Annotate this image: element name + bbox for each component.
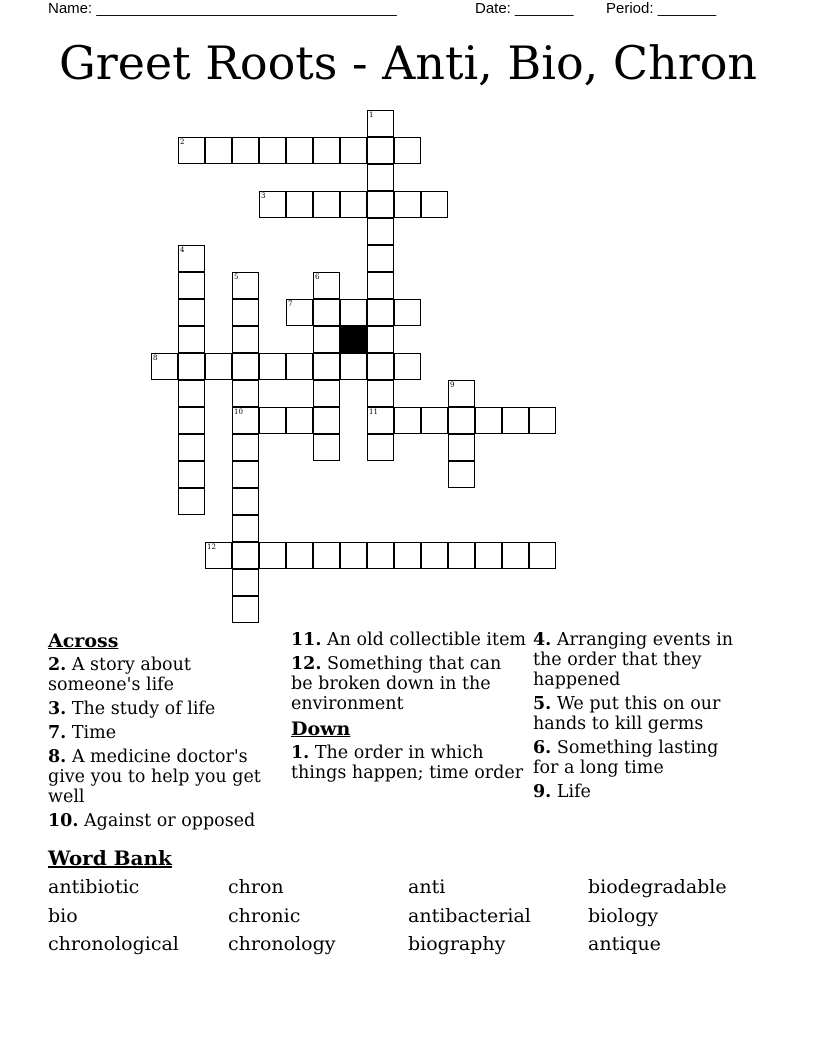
clue-number: 5.: [533, 694, 552, 714]
clue-down-9: [533, 782, 748, 802]
crossword-cell[interactable]: [313, 299, 340, 326]
clue-across-12: [291, 654, 527, 714]
clue-across-7: [48, 723, 278, 743]
page-title: Greet Roots - Anti, Bio, Chron: [58, 36, 758, 90]
clue-across-10: [48, 811, 278, 831]
crossword-cell[interactable]: [367, 299, 394, 326]
clue-number: 2.: [48, 655, 67, 675]
clue-down-5: [533, 694, 748, 734]
crossword-cell[interactable]: [340, 353, 367, 380]
clue-down-4: [533, 630, 748, 690]
crossword-cell[interactable]: [232, 353, 259, 380]
crossword-cell[interactable]: [367, 542, 394, 569]
clue-text: A story about someone's life: [48, 655, 191, 695]
crossword-cell[interactable]: [313, 380, 340, 407]
clue-number-label: 12: [207, 543, 216, 551]
clue-number-label: 8: [153, 354, 158, 362]
clue-number-label: 11: [369, 408, 378, 416]
crossword-cell[interactable]: [313, 407, 340, 434]
crossword-cell[interactable]: [259, 353, 286, 380]
word-bank-item: anti: [408, 876, 446, 898]
crossword-cell[interactable]: [340, 191, 367, 218]
clue-number-label: 5: [234, 273, 239, 281]
crossword-cell[interactable]: [286, 191, 313, 218]
clue-column-1: [48, 630, 278, 835]
crossword-cell[interactable]: [286, 542, 313, 569]
crossword-cell[interactable]: [313, 137, 340, 164]
clue-number: 10.: [48, 811, 79, 831]
crossword-cell[interactable]: [232, 407, 259, 434]
clue-number-label: 4: [180, 246, 185, 254]
word-bank-item: biography: [408, 933, 506, 955]
crossword-cell[interactable]: [367, 434, 394, 461]
crossword-cell[interactable]: [259, 137, 286, 164]
crossword-cell[interactable]: [502, 542, 529, 569]
crossword-cell[interactable]: [313, 542, 340, 569]
crossword-cell[interactable]: [502, 407, 529, 434]
clue-text: Time: [71, 723, 117, 743]
crossword-cell[interactable]: [340, 137, 367, 164]
clue-text: An old collectible item: [327, 630, 527, 650]
crossword-cell[interactable]: [367, 353, 394, 380]
clue-down-6: [533, 738, 748, 778]
clue-number: 6.: [533, 738, 552, 758]
word-bank: [48, 873, 768, 959]
period-field-label[interactable]: Period: _______: [606, 0, 717, 17]
clue-text: We put this on our hands to kill germs: [533, 694, 721, 734]
crossword-cell[interactable]: [286, 137, 313, 164]
crossword-cell[interactable]: [232, 461, 259, 488]
crossword-cell[interactable]: [367, 110, 394, 137]
crossword-cell[interactable]: [448, 380, 475, 407]
clue-number-label: 9: [450, 381, 455, 389]
crossword-cell[interactable]: [421, 407, 448, 434]
crossword-cell[interactable]: [367, 218, 394, 245]
crossword-cell[interactable]: [394, 353, 421, 380]
crossword-cell[interactable]: [178, 353, 205, 380]
crossword-cell[interactable]: [232, 515, 259, 542]
crossword-cell[interactable]: [367, 164, 394, 191]
clue-text: The order in which things happen; time order: [291, 743, 524, 783]
crossword-cell[interactable]: [367, 326, 394, 353]
crossword-cell[interactable]: [178, 137, 205, 164]
crossword-cell[interactable]: [232, 569, 259, 596]
clue-text: Life: [556, 782, 591, 802]
clue-number-label: 6: [315, 273, 320, 281]
clue-text: Something lasting for a long time: [533, 738, 719, 778]
crossword-cell[interactable]: [313, 434, 340, 461]
crossword-cell[interactable]: [421, 542, 448, 569]
crossword-cell[interactable]: [232, 137, 259, 164]
crossword-cell[interactable]: [232, 326, 259, 353]
crossword-cell[interactable]: [178, 299, 205, 326]
crossword-cell[interactable]: [232, 488, 259, 515]
crossword-cell[interactable]: [448, 542, 475, 569]
crossword-cell[interactable]: [178, 380, 205, 407]
word-bank-item: antibacterial: [408, 904, 531, 927]
crossword-cell[interactable]: [232, 542, 259, 569]
crossword-cell[interactable]: [448, 461, 475, 488]
across-heading: Across: [48, 630, 119, 652]
crossword-cell[interactable]: [178, 434, 205, 461]
name-field-label[interactable]: Name: ____________________________________: [48, 0, 397, 17]
crossword-cell[interactable]: [178, 488, 205, 515]
crossword-cell[interactable]: [259, 407, 286, 434]
crossword-cell[interactable]: [232, 299, 259, 326]
crossword-cell[interactable]: [475, 407, 502, 434]
crossword-cell[interactable]: [529, 407, 556, 434]
crossword-cell[interactable]: [448, 434, 475, 461]
crossword-cell[interactable]: [394, 137, 421, 164]
crossword-cell[interactable]: [313, 191, 340, 218]
clue-number: 7.: [48, 723, 67, 743]
crossword-cell[interactable]: [340, 542, 367, 569]
crossword-cell[interactable]: [367, 245, 394, 272]
date-field-label[interactable]: Date: _______: [475, 0, 574, 17]
clue-across-3: [48, 699, 278, 719]
clue-text: Against or opposed: [84, 811, 256, 831]
word-bank-title: Word Bank: [48, 846, 172, 870]
crossword-cell[interactable]: [178, 272, 205, 299]
clue-number-label: 7: [288, 300, 293, 308]
crossword-cell[interactable]: [367, 380, 394, 407]
crossword-cell[interactable]: [367, 191, 394, 218]
crossword-cell[interactable]: [448, 407, 475, 434]
clue-number: 1.: [291, 743, 310, 763]
crossword-cell[interactable]: [313, 353, 340, 380]
crossword-cell[interactable]: [205, 137, 232, 164]
clue-across-8: [48, 747, 278, 807]
clue-number-label: 2: [180, 138, 185, 146]
crossword-cell[interactable]: [367, 407, 394, 434]
crossword-cell[interactable]: [421, 191, 448, 218]
clue-number: 4.: [533, 630, 552, 650]
crossword-cell[interactable]: [151, 353, 178, 380]
word-bank-item: antibiotic: [48, 876, 140, 898]
clue-down-1: [291, 743, 527, 783]
crossword-cell[interactable]: [394, 191, 421, 218]
clue-column-3: [533, 630, 748, 806]
word-bank-item: chron: [228, 876, 284, 898]
clue-number-label: 10: [234, 408, 243, 416]
clue-number-label: 1: [369, 111, 374, 119]
clue-number: 11.: [291, 630, 322, 650]
crossword-cell[interactable]: [232, 434, 259, 461]
crossword-cell[interactable]: [259, 191, 286, 218]
crossword-cell[interactable]: [313, 272, 340, 299]
clue-number: 8.: [48, 747, 67, 767]
word-bank-item: chronic: [228, 904, 301, 927]
crossword-cell[interactable]: [286, 353, 313, 380]
crossword-cell[interactable]: [178, 461, 205, 488]
crossword-cell[interactable]: [232, 380, 259, 407]
crossword-black-cell: [340, 326, 367, 353]
word-bank-item: biology: [588, 904, 659, 927]
crossword-cell[interactable]: [259, 542, 286, 569]
crossword-cell[interactable]: [232, 272, 259, 299]
clue-text: A medicine doctor's give you to help you get well: [48, 747, 261, 807]
crossword-cell[interactable]: [232, 596, 259, 623]
clue-number: 12.: [291, 654, 322, 674]
crossword-cell[interactable]: [205, 542, 232, 569]
crossword-cell[interactable]: [286, 407, 313, 434]
word-bank-item: chronological: [48, 933, 179, 955]
crossword-cell[interactable]: [178, 326, 205, 353]
word-bank-item: bio: [48, 904, 78, 927]
clue-text: Something that can be broken down in the environment: [291, 654, 502, 714]
crossword-cell[interactable]: [340, 299, 367, 326]
crossword-cell[interactable]: [394, 407, 421, 434]
clue-text: Arranging events in the order that they happened: [533, 630, 734, 690]
clue-column-2: [291, 630, 527, 787]
clue-across-2: [48, 655, 278, 695]
clue-number: 9.: [533, 782, 552, 802]
down-heading: Down: [291, 718, 351, 740]
crossword-cell[interactable]: [178, 245, 205, 272]
crossword-cell[interactable]: [313, 326, 340, 353]
crossword-cell[interactable]: [205, 353, 232, 380]
crossword-cell[interactable]: [286, 299, 313, 326]
crossword-cell[interactable]: [367, 137, 394, 164]
clue-number: 3.: [48, 699, 67, 719]
crossword-cell[interactable]: [178, 407, 205, 434]
clue-number-label: 3: [261, 192, 266, 200]
clue-text: The study of life: [71, 699, 216, 719]
word-bank-item: antique: [588, 933, 661, 955]
clue-across-11: [291, 630, 527, 650]
crossword-cell[interactable]: [394, 299, 421, 326]
word-bank-item: biodegradable: [588, 876, 727, 898]
crossword-cell[interactable]: [367, 272, 394, 299]
crossword-cell[interactable]: [529, 542, 556, 569]
crossword-cell[interactable]: [394, 542, 421, 569]
crossword-cell[interactable]: [475, 542, 502, 569]
word-bank-item: chronology: [228, 933, 336, 955]
